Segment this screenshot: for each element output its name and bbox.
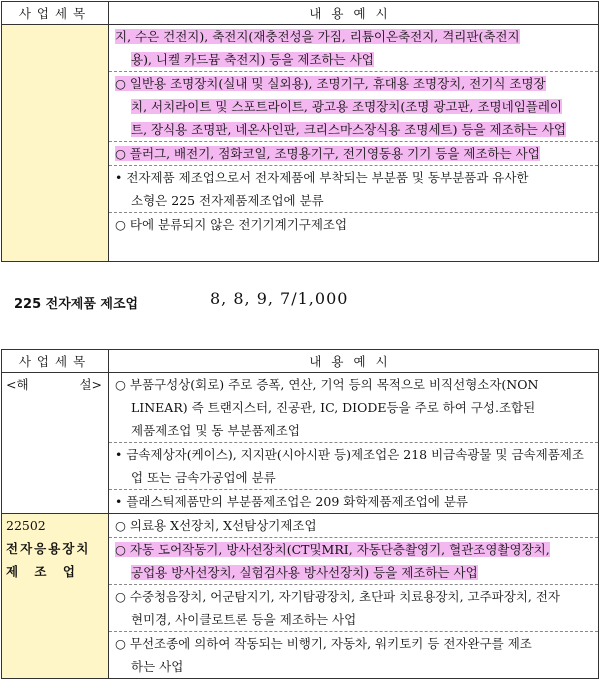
highlighted-text: ○ 플러그, 배전기, 점화코일, 조명용기구, 전기영동용 기기 등을 제조하는 사업 xyxy=(115,146,540,161)
content-line xyxy=(109,655,598,678)
line-text: • 금속제상자(케이스), 지지판(시아시판 등)제조업은 218 비금속광물 및 금속제품제조 xyxy=(115,447,584,462)
content-lines xyxy=(109,373,598,513)
category-table-2 xyxy=(1,349,599,679)
table-row xyxy=(2,373,599,514)
highlighted-text: 공업용 방사선장치, 실험검사용 방사선장치) 등을 제조하는 사업 xyxy=(131,565,478,580)
item-code: 22502 xyxy=(6,518,46,533)
line-text: 하는 사업 xyxy=(131,659,184,674)
highlighted-text: ○ 일반용 조명장치(실내 및 실외용), 조명기구, 휴대용 조명장치, 전기식 조명장 xyxy=(115,76,546,91)
content-line xyxy=(109,25,598,48)
content-line xyxy=(109,442,598,466)
item-name-line-1: 전자응용장치 xyxy=(6,541,91,556)
content-line xyxy=(109,419,598,442)
line-text: 현미경, 사이클로트론 등을 제조하는 사업 xyxy=(131,612,357,627)
content-line xyxy=(109,584,598,608)
header-business-item: 사업세목 xyxy=(2,2,109,25)
line-text: • 전자제품 제조업으로서 전자제품에 부착되는 부분품 및 동부분품과 유사한 xyxy=(115,170,529,185)
explanation-label-cell xyxy=(2,373,109,514)
content-line xyxy=(109,537,598,561)
line-text: ○ 수중청음장치, 어군탐지기, 자기탐광장치, 초단파 치료용장치, 고주파장치, 전자 xyxy=(115,589,560,604)
item-label-cell xyxy=(2,514,109,679)
line-text: 소형은 225 전자제품제조업에 분류 xyxy=(131,193,324,208)
content-line xyxy=(109,466,598,489)
content-cell xyxy=(109,514,599,679)
highlighted-text: 트, 장식용 조명판, 네온사인판, 크리스마스장식용 조명세트) 등을 제조하는 사업 xyxy=(131,122,566,137)
section-heading xyxy=(14,289,349,312)
content-line xyxy=(109,71,598,95)
content-lines xyxy=(109,514,598,678)
highlighted-text: ○ 자동 도어작동기, 방사선장치(CT및MRI, 자동단층촬영기, 혈관조영촬영장치, xyxy=(115,542,550,557)
content-line xyxy=(109,373,598,396)
section-code-title: 225 전자제품 제조업 xyxy=(14,297,139,312)
line-text: ○ 부품구성상(회로) 주로 증폭, 연산, 기억 등의 목적으로 비직선형소자(NON xyxy=(115,377,539,392)
line-text: 업 또는 금속가공업에 분류 xyxy=(131,470,276,485)
header-content-example: 내용예시 xyxy=(109,350,599,373)
line-text: LINEAR) 즉 트랜지스터, 진공관, IC, DIODE등을 주로 하여 구성.조합된 xyxy=(131,400,536,415)
content-line xyxy=(109,212,598,236)
highlighted-text: 치, 서치라이트 및 스포트라이트, 광고용 조명장치(조명 광고판, 조명네임플레이 xyxy=(131,99,563,114)
content-line xyxy=(109,118,598,141)
content-cell xyxy=(109,25,599,262)
content-line xyxy=(109,165,598,189)
content-line xyxy=(109,514,598,537)
explanation-label-left: <해 xyxy=(6,377,29,392)
content-line xyxy=(109,489,598,513)
explanation-label-right: 설> xyxy=(79,377,102,392)
section-rates: 8, 8, 9, 7/1,000 xyxy=(210,289,349,308)
line-text: ○ 타에 분류되지 않은 전기기계기구제조업 xyxy=(115,217,348,232)
table-header-row xyxy=(2,350,599,373)
table-row xyxy=(2,25,599,262)
content-line xyxy=(109,141,598,165)
category-table-1 xyxy=(1,1,599,262)
highlighted-text: 용), 니켈 카드뮴 축전지) 등을 제조하는 사업 xyxy=(131,52,374,67)
content-lines xyxy=(109,25,598,236)
content-line xyxy=(109,561,598,584)
content-line xyxy=(109,95,598,118)
header-content-example: 내용예시 xyxy=(109,2,599,25)
item-name-line-2: 제 조 업 xyxy=(6,564,81,579)
content-line xyxy=(109,608,598,631)
explanation-content-cell xyxy=(109,373,599,514)
item-label-cell xyxy=(2,25,109,262)
table-row xyxy=(2,514,599,679)
content-line xyxy=(109,189,598,212)
content-line xyxy=(109,48,598,71)
line-text: ○ 의료용 X선장치, X선탐상기제조업 xyxy=(115,518,317,533)
line-text: 제품제조업 및 동 부분품제조업 xyxy=(131,423,300,438)
content-line xyxy=(109,396,598,419)
table-header-row xyxy=(2,2,599,25)
content-line xyxy=(109,631,598,655)
line-text: ○ 무선조종에 의하여 작동되는 비행기, 자동차, 워키토키 등 전자완구를 제조 xyxy=(115,636,532,651)
header-business-item: 사업세목 xyxy=(2,350,109,373)
highlighted-text: 지, 수은 건전지), 축전지(재충전성을 가짐, 리튬이온축전지, 격리판(축전지 xyxy=(115,29,520,44)
line-text: • 플래스틱제품만의 부분품제조업은 209 화학제품제조업에 분류 xyxy=(115,494,468,509)
